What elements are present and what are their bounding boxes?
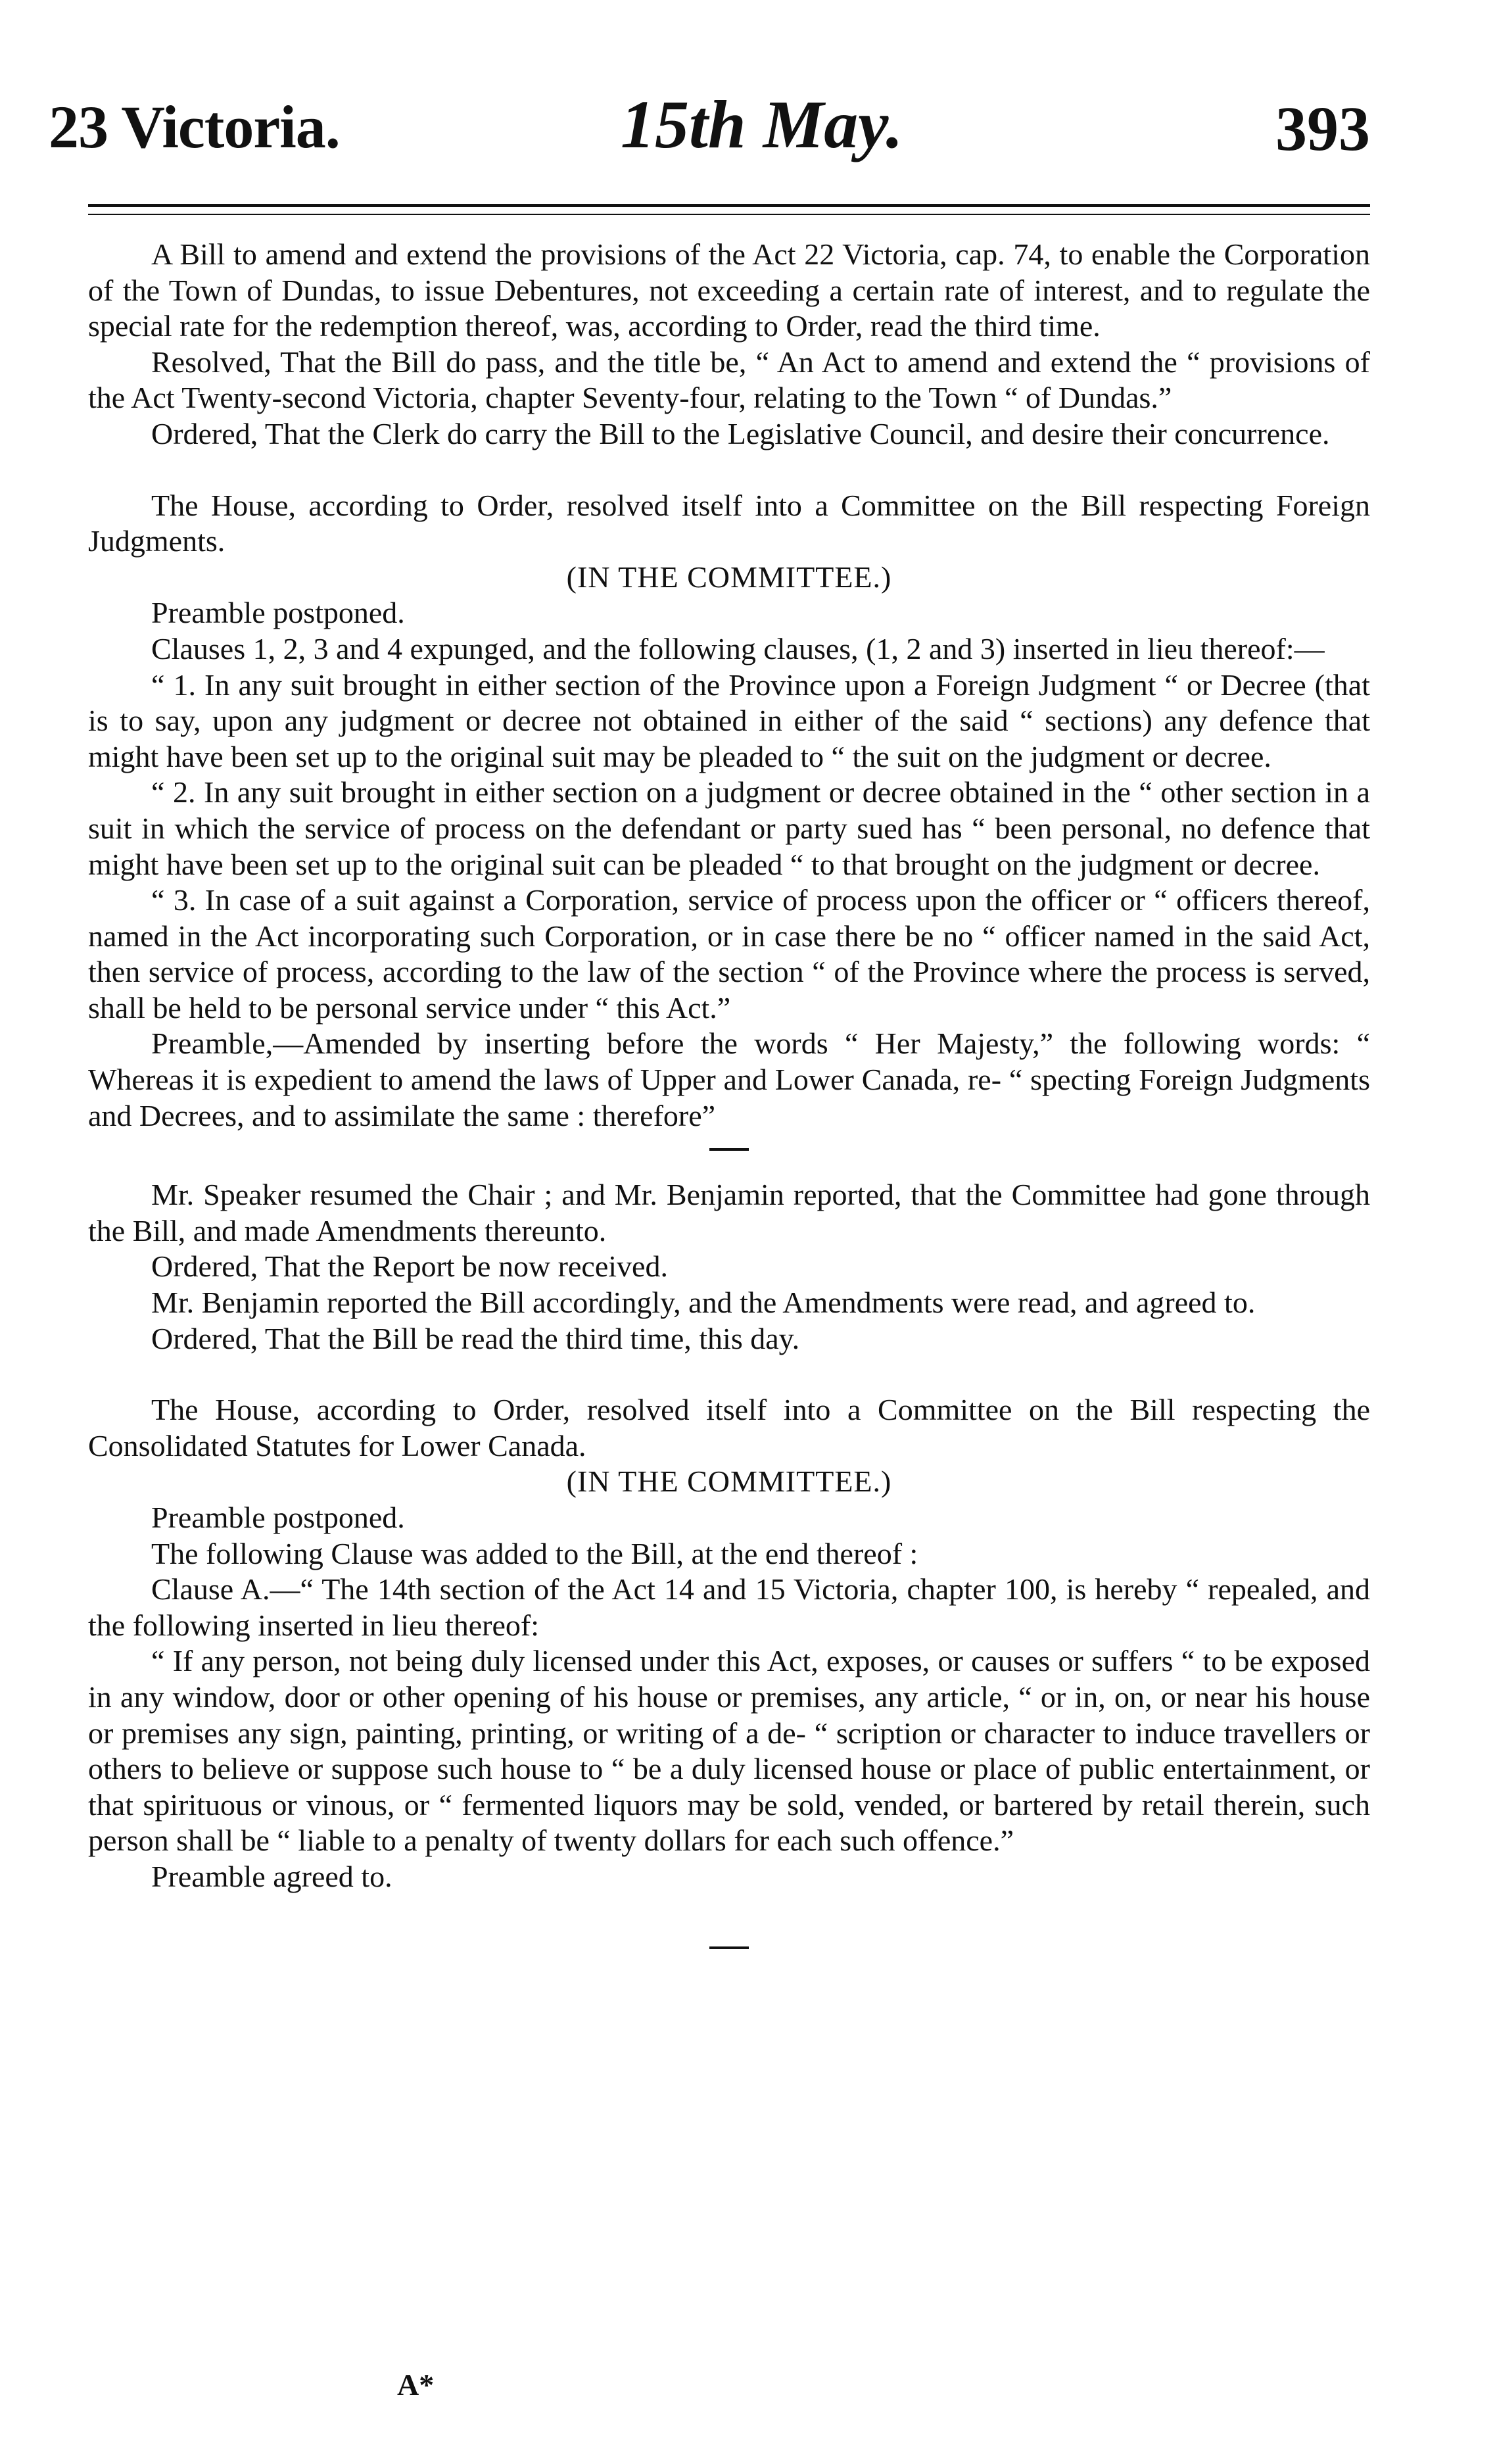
dundas-bill-third-reading: A Bill to amend and extend the provisions of the Act 22 Victoria, cap. 74, to enable the Corporation of the Town of Dundas, to issue Debentures, not exceeding a certain rate of interest, and to regulate the special rate for the redemption thereof, was, according to Order, read the third time. bbox=[88, 237, 1370, 343]
page-header bbox=[49, 85, 1370, 171]
header-rule-thin bbox=[88, 214, 1370, 215]
journal-body bbox=[88, 237, 1370, 1949]
preamble-postponed-2: Preamble postponed. bbox=[151, 1501, 405, 1534]
following-clause-added: The following Clause was added to the Bill, at the end thereof : bbox=[151, 1536, 918, 1570]
clause-1: “ 1. In any suit brought in either section of the Province upon a Foreign Judgment “ or Decree (that is to say, upon any judgment or decree not obtained in either of the said “ sections) any defence that might have been set up to the original suit may be pleaded to “ the suit on the judgment or decree. bbox=[88, 667, 1370, 773]
preamble-amended: Preamble,—Amended by inserting before the words “ Her Majesty,” the following words: “ Whereas it is expedient to amend the laws of Upper and Lower Canada, re- “ specting Foreign Judgments and Decrees, and to assimilate the same : therefore” bbox=[88, 1027, 1370, 1132]
committee-heading-1: (IN THE COMMITTEE.) bbox=[566, 560, 892, 594]
speaker-resumed-chair: Mr. Speaker resumed the Chair ; and Mr. Benjamin reported, that the Committee had gone through the Bill, and made Amendments thereunto. bbox=[88, 1178, 1370, 1247]
clause-a-text: “ If any person, not being duly licensed under this Act, exposes, or causes or suffers “ to be exposed in any window, door or other opening of his house or premises, any article, “ or in, on, or near his house or premises any sign, painting, printing, or writing of a de- “ scription or character to induce travellers or others to believe or suppose such house to “ be a duly licensed house or place of public entertainment, or that spirituous or vinous, or “ fermented liquors may be sold, vended, or bartered by retail therein, such person shall be “ liable to a penalty of twenty dollars for each such offence.” bbox=[88, 1644, 1370, 1858]
header-rule-thick bbox=[88, 204, 1370, 207]
regnal-year: 23 Victoria. bbox=[49, 93, 340, 160]
dundas-bill-ordered: Ordered, That the Clerk do carry the Bill to the Legislative Council, and desire their concurrence. bbox=[151, 416, 1330, 450]
signature-mark: A* bbox=[397, 2368, 435, 2402]
preamble-agreed: Preamble agreed to. bbox=[151, 1859, 392, 1893]
header-rules bbox=[88, 204, 1370, 215]
preamble-postponed-1: Preamble postponed. bbox=[151, 596, 405, 630]
committee-heading-2: (IN THE COMMITTEE.) bbox=[566, 1464, 892, 1499]
section-separator bbox=[709, 1148, 749, 1151]
consolidated-statutes-intro: The House, according to Order, resolved itself into a Committee on the Bill respecting the Consolidated Statutes for Lower Canada. bbox=[88, 1393, 1370, 1462]
end-separator bbox=[709, 1946, 749, 1949]
ordered-third-reading: Ordered, That the Bill be read the third time, this day. bbox=[151, 1321, 800, 1355]
clause-a: Clause A.—“ The 14th section of the Act 14 and 15 Victoria, chapter 100, is hereby “ repealed, and the following inserted in lieu thereof: bbox=[88, 1572, 1370, 1642]
benjamin-reported: Mr. Benjamin reported the Bill accordingly, and the Amendments were read, and agreed to. bbox=[151, 1286, 1256, 1320]
ordered-report-received: Ordered, That the Report be now received. bbox=[151, 1249, 668, 1284]
clauses-expunged: Clauses 1, 2, 3 and 4 expunged, and the following clauses, (1, 2 and 3) inserted in lieu thereof:— bbox=[151, 631, 1325, 665]
clause-3: “ 3. In case of a suit against a Corporation, service of process upon the officer or “ officers thereof, named in the Act incorporating such Corporation, or in case there be no “ officer named in the said Act, then service of process, according to the law of the section “ of the Province where the process is served, shall be held to be personal service under “ this Act.” bbox=[88, 883, 1370, 1025]
foreign-judgments-intro: The House, according to Order, resolved itself into a Committee on the Bill respecting Foreign Judgments. bbox=[88, 488, 1370, 558]
clause-2: “ 2. In any suit brought in either section on a judgment or decree obtained in the “ other section in a suit in which the service of process on the defendant or party sued has “ been personal, no defence that might have been set up to the original suit can be pleaded “ to that brought on the judgment or decree. bbox=[88, 775, 1370, 881]
page-date: 15th May. bbox=[621, 87, 903, 162]
page-number: 393 bbox=[1275, 93, 1370, 164]
dundas-bill-resolved: Resolved, That the Bill do pass, and the title be, “ An Act to amend and extend the “ provisions of the Act Twenty-second Victoria, chapter Seventy-four, relating to the Town “ of Dundas.” bbox=[88, 345, 1370, 415]
